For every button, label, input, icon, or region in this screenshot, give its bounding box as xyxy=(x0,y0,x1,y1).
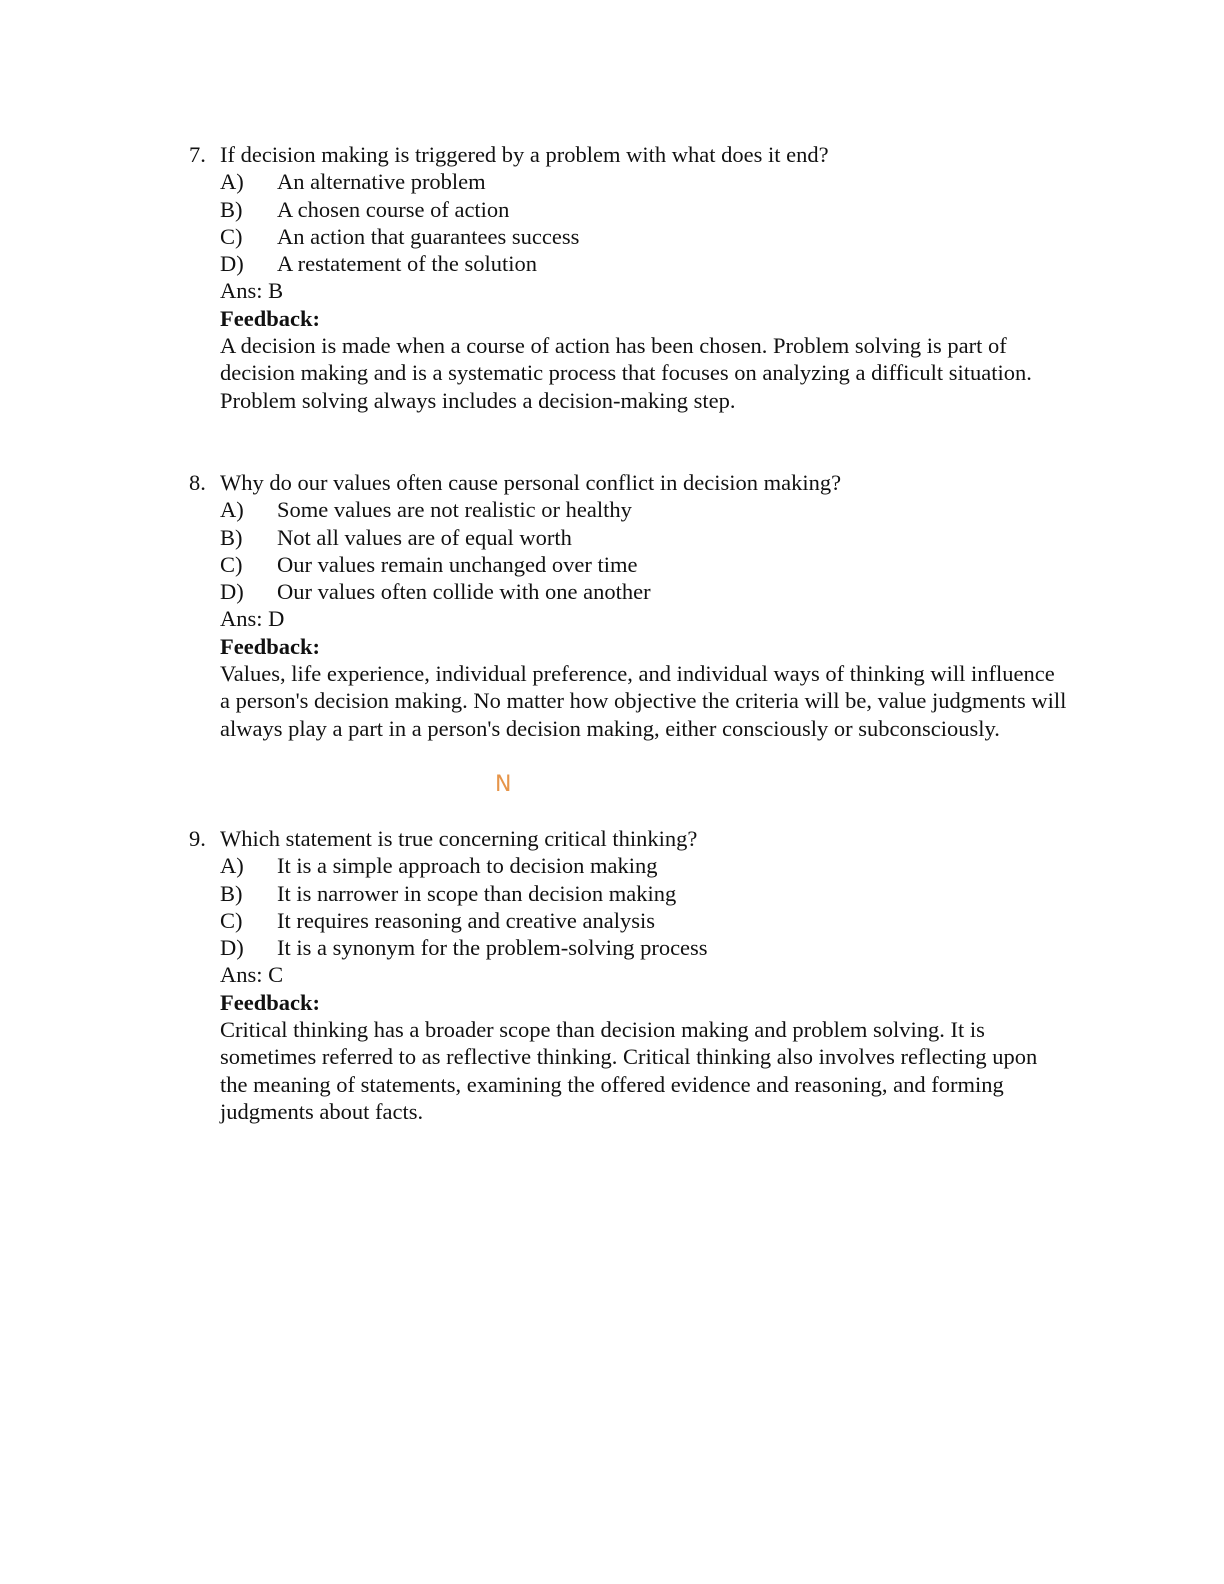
option-d xyxy=(220,578,1069,605)
feedback-text: Values, life experience, individual preference, and individual ways of thinking will influence a person's decision making. No matter how objective the criteria will be, value judgments will always play a part in a person's decision making, either consciously or subconsciously. xyxy=(220,661,1067,741)
answer-key: Ans: C xyxy=(220,962,284,988)
question-stem xyxy=(189,469,1069,496)
option-c xyxy=(220,907,1069,934)
question-7 xyxy=(189,141,1069,414)
option-text: It requires reasoning and creative analysis xyxy=(277,907,655,933)
question-number: 8. xyxy=(189,470,206,495)
options-list xyxy=(220,168,1069,414)
answer-key: Ans: D xyxy=(220,606,285,632)
question-number: 7. xyxy=(189,142,206,167)
option-letter: A) xyxy=(220,497,244,523)
option-a xyxy=(220,852,1069,879)
option-letter: B) xyxy=(220,524,243,550)
watermark-letter: N xyxy=(495,772,512,797)
question-8 xyxy=(189,469,1069,742)
option-text: It is a synonym for the problem-solving process xyxy=(277,935,708,961)
option-b xyxy=(220,196,1069,223)
option-letter: D) xyxy=(220,251,244,277)
options-list xyxy=(220,496,1069,742)
option-letter: D) xyxy=(220,579,244,605)
feedback-text: A decision is made when a course of action has been chosen. Problem solving is part of decision making and is a systematic process that focuses on analyzing a difficult situation. Problem solving always includes a decision-making step. xyxy=(220,333,1032,413)
option-letter: B) xyxy=(220,880,243,906)
option-text: An action that guarantees success xyxy=(277,223,580,249)
feedback-label: Feedback: xyxy=(220,633,320,659)
option-c xyxy=(220,223,1069,250)
option-a xyxy=(220,496,1069,523)
option-letter: A) xyxy=(220,853,244,879)
option-letter: C) xyxy=(220,223,243,249)
option-text: It is narrower in scope than decision making xyxy=(277,880,677,906)
option-letter: C) xyxy=(220,551,243,577)
option-text: Some values are not realistic or healthy xyxy=(277,497,632,523)
option-text: Our values remain unchanged over time xyxy=(277,551,638,577)
option-text: Our values often collide with one another xyxy=(277,579,651,605)
option-b xyxy=(220,524,1069,551)
question-number: 9. xyxy=(189,826,206,851)
option-d xyxy=(220,250,1069,277)
question-text: Which statement is true concerning critical thinking? xyxy=(220,826,698,851)
answer-key: Ans: B xyxy=(220,278,284,304)
options-list xyxy=(220,852,1069,1125)
feedback-label: Feedback: xyxy=(220,305,320,331)
question-stem xyxy=(189,825,1069,852)
option-a xyxy=(220,168,1069,195)
option-text: It is a simple approach to decision making xyxy=(277,853,658,879)
option-d xyxy=(220,934,1069,961)
question-9 xyxy=(189,825,1069,1125)
question-stem xyxy=(189,141,1069,168)
option-c xyxy=(220,551,1069,578)
option-text: Not all values are of equal worth xyxy=(277,524,572,550)
option-letter: D) xyxy=(220,935,244,961)
option-letter: A) xyxy=(220,169,244,195)
option-b xyxy=(220,880,1069,907)
option-text: An alternative problem xyxy=(277,169,486,195)
option-letter: C) xyxy=(220,907,243,933)
feedback-label: Feedback: xyxy=(220,989,320,1015)
option-letter: B) xyxy=(220,196,243,222)
feedback-text: Critical thinking has a broader scope than decision making and problem solving. It is sometimes referred to as reflective thinking. Critical thinking also involves reflecting upon the meaning of statements, examining the offered evidence and reasoning, and forming judgments about facts. xyxy=(220,1017,1038,1124)
option-text: A chosen course of action xyxy=(277,196,510,222)
option-text: A restatement of the solution xyxy=(277,251,537,277)
question-text: If decision making is triggered by a problem with what does it end? xyxy=(220,142,829,167)
question-text: Why do our values often cause personal conflict in decision making? xyxy=(220,470,842,495)
